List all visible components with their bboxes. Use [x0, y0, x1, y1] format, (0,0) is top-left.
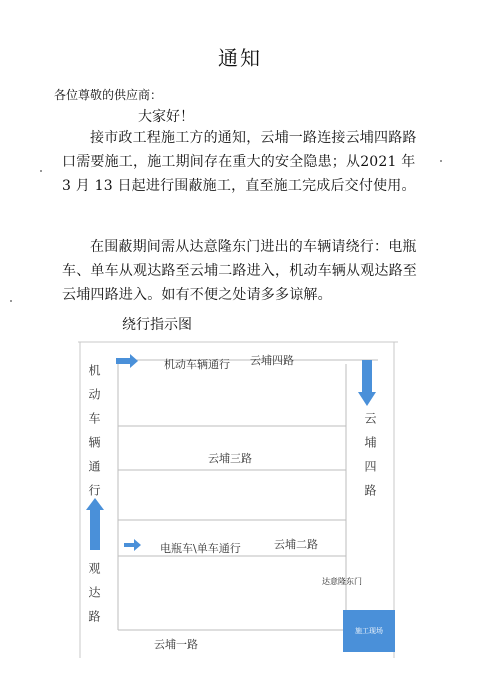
- bike-route-arrow-icon: [124, 539, 141, 551]
- map-caption: 绕行指示图: [122, 317, 192, 333]
- road-label-bottom: 云埔一路: [154, 638, 198, 651]
- scan-speck: [440, 160, 442, 162]
- salutation: 各位尊敬的供应商：: [54, 88, 163, 102]
- bike-route-label: 电瓶车\单车通行: [160, 542, 241, 555]
- notice-title: 通知: [218, 46, 262, 70]
- motor-route-label: 机动车辆通行: [164, 358, 230, 371]
- scan-speck: [10, 300, 12, 302]
- motor-route-arrow-icon: [116, 354, 138, 368]
- gate-label: 达意隆东门: [322, 577, 362, 586]
- road-label-lower: 云埔二路: [274, 538, 318, 551]
- down-arrow-icon: [358, 360, 376, 406]
- road-label-top: 云埔四路: [250, 354, 294, 367]
- road-label-middle: 云埔三路: [208, 452, 252, 465]
- construction-site-box: 施工现场: [343, 610, 395, 652]
- detour-map: [78, 340, 398, 658]
- right-road-label: 云埔四路: [363, 412, 377, 508]
- paragraph-detour-instructions: 在围蔽期间需从达意隆东门进出的车辆请绕行：电瓶车、单车从观达路至云埔二路进入，机动车辆从观达路至云埔四路进入。如有不便之处请多多谅解。: [62, 239, 417, 303]
- greeting: 大家好！: [138, 109, 194, 125]
- left-road-label: 观达路: [87, 562, 101, 634]
- scan-speck: [40, 170, 42, 172]
- left-vertical-label: 机动车辆通行: [87, 364, 101, 508]
- paragraph-construction-notice: 接市政工程施工方的通知，云埔一路连接云埔四路路口需要施工，施工期间存在重大的安全隐患；从2021 年 3 月 13 日起进行围蔽施工，直至施工完成后交付使用。: [62, 130, 417, 194]
